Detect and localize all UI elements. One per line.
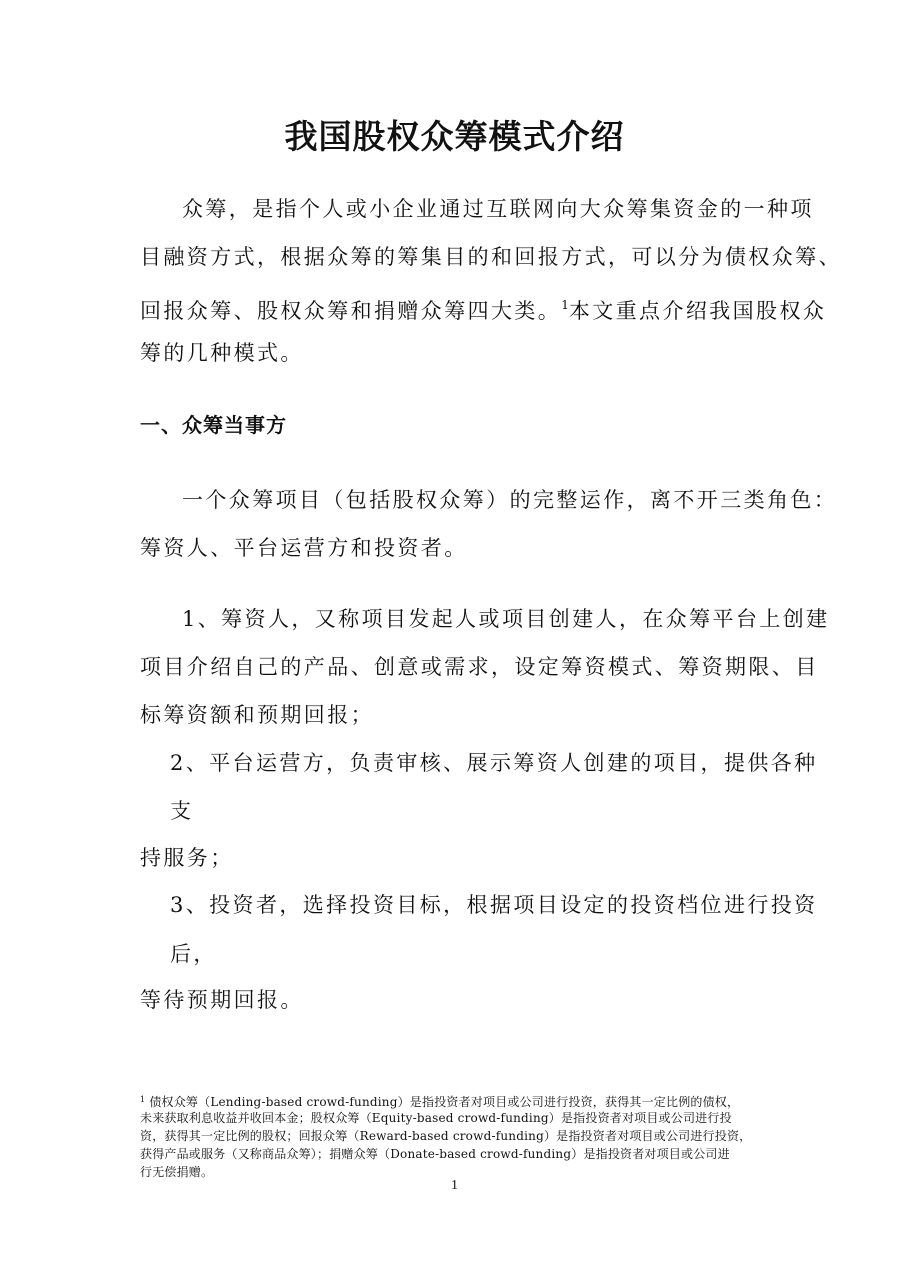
item3-line-2: 后，	[170, 942, 217, 966]
intro-line-3-text-b: 本文重点介绍我国股权众	[568, 299, 827, 323]
footnote-line-1	[140, 1092, 739, 1110]
item1-line-2: 项目介绍自己的产品、创意或需求，设定筹资模式、筹资期限、目	[140, 655, 819, 679]
intro-line-1: 众筹，是指个人或小企业通过互联网向大众筹集资金的一种项	[182, 197, 814, 221]
item2-line-3: 持服务；	[140, 846, 234, 870]
item1-line-1: 1、筹资人，又称项目发起人或项目创建人，在众筹平台上创建	[182, 607, 830, 631]
page-number: 1	[451, 1178, 458, 1193]
intro-line-3-text-a: 回报众筹、股权众筹和捐赠众筹四大类。	[140, 299, 562, 323]
item3-line-1: 3、投资者，选择投资目标，根据项目设定的投资档位进行投资	[170, 893, 818, 917]
intro-line-4: 筹的几种模式。	[140, 341, 304, 365]
footnote-line-4: 获得产品或服务（又称商品众筹）；捐赠众筹（Donate-based crowd-funding）是指投资者对项目或公司进	[140, 1147, 730, 1161]
item2-line-2: 支	[170, 799, 194, 823]
footnote-reference[interactable]: 1	[561, 298, 569, 312]
roles-line-2: 筹资人、平台运营方和投资者。	[140, 536, 468, 560]
footnote-line-1-text: 债权众筹（Lending-based crowd-funding）是指投资者对项目或公司进行投资，获得其一定比例的债权，	[149, 1095, 740, 1109]
item2-line-1: 2、平台运营方，负责审核、展示筹资人创建的项目，提供各种	[170, 751, 818, 775]
roles-line-1: 一个众筹项目（包括股权众筹）的完整运作，离不开三类角色：	[182, 488, 838, 512]
footnote-line-2: 未来获取利息收益并收回本金；股权众筹（Equity-based crowd-funding）是指投资者对项目或公司进行投	[140, 1111, 732, 1125]
item3-line-3: 等待预期回报。	[140, 988, 304, 1012]
intro-line-2: 目融资方式，根据众筹的筹集目的和回报方式，可以分为债权众筹、	[140, 245, 842, 269]
footnote-line-5: 行无偿捐赠。	[140, 1165, 214, 1179]
footnote-marker: 1	[140, 1095, 146, 1104]
footnote-line-3: 资，获得其一定比例的股权；回报众筹（Reward-based crowd-funding）是指投资者对项目或公司进行投资，	[140, 1129, 752, 1143]
item1-line-3: 标筹资额和预期回报；	[140, 703, 374, 727]
intro-line-3	[140, 290, 826, 326]
page-title: 我国股权众筹模式介绍	[284, 117, 625, 156]
section-heading: 一、众筹当事方	[140, 413, 287, 437]
